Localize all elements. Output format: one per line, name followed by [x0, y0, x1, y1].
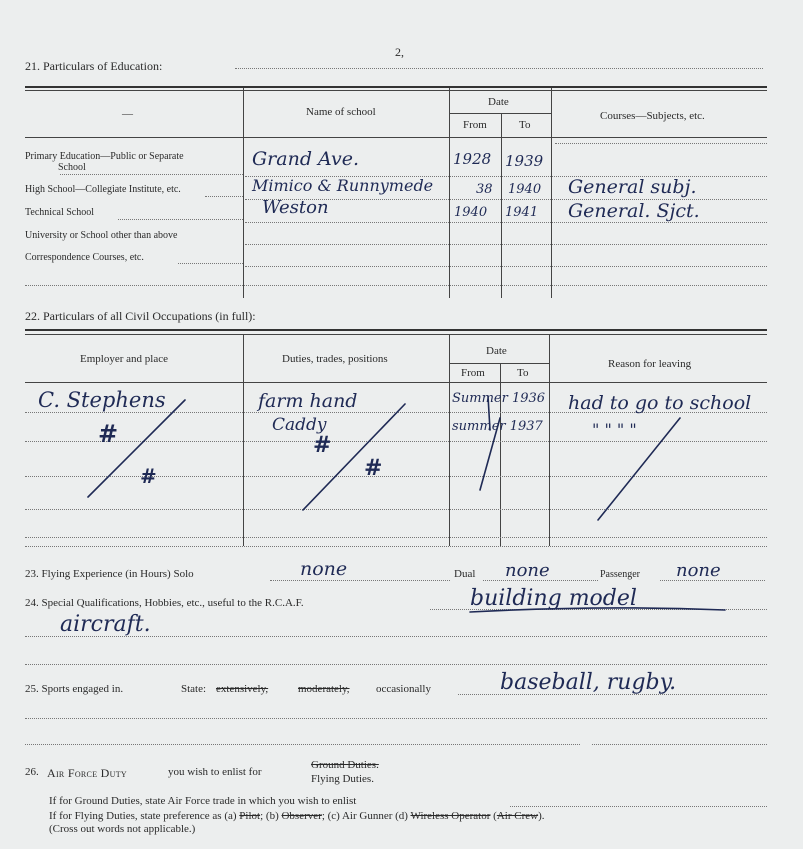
section-23-label: 23. Flying Experience (in Hours) Solo	[25, 568, 194, 580]
duties-entry-1: farm hand	[258, 390, 358, 412]
duties-mark: #	[313, 432, 332, 458]
row-label-primary-2: School	[58, 162, 86, 173]
qual-underline	[470, 608, 725, 612]
section-26-subtitle: you wish to enlist for	[168, 766, 262, 778]
col-header-to: To	[519, 119, 531, 131]
wireless-operator-option: Wireless Operator	[410, 810, 491, 822]
duties-slash	[303, 404, 405, 510]
qualifications-answer-1: building model	[470, 586, 637, 611]
from-high: 38	[476, 182, 493, 197]
section-24-label: 24. Special Qualifications, Hobbies, etc., useful to the R.C.A.F.	[25, 597, 304, 609]
duties-entry-2: Caddy	[272, 415, 327, 435]
reason-entry-1: had to go to school	[568, 392, 752, 414]
option-extensively: extensively,	[216, 683, 269, 695]
flying-pref-c: ; (c) Air Gunner (d)	[321, 810, 408, 822]
employer-mark: #	[98, 419, 119, 448]
row-label-correspondence: Correspondence Courses, etc.	[25, 252, 144, 263]
col-header-school: Name of school	[306, 106, 376, 118]
col-header-date: Date	[488, 96, 509, 108]
solo-hours: none	[300, 558, 348, 580]
cross-out-note: (Cross out words not applicable.)	[49, 823, 196, 835]
section-22-title: 22. Particulars of all Civil Occupations (in full):	[25, 309, 256, 323]
dual-label: Dual	[454, 568, 476, 580]
reason-slash	[598, 418, 680, 520]
dual-hours: none	[505, 560, 550, 581]
employer-slash	[88, 400, 185, 497]
col-header-date: Date	[486, 345, 507, 357]
to-high: 1940	[508, 182, 542, 197]
to-primary: 1939	[505, 152, 544, 170]
school-high: Mimico & Runnymede	[252, 176, 434, 195]
col-header-reason: Reason for leaving	[608, 358, 692, 370]
flying-pref-intro: If for Flying Duties, state preference as (a)	[49, 810, 237, 822]
courses-technical: General. Sjct.	[568, 200, 700, 222]
reason-entry-2: " " " "	[592, 420, 637, 439]
employer-mark-2: #	[140, 464, 157, 488]
sports-answer: baseball, rugby.	[500, 670, 677, 695]
passenger-hours: none	[676, 560, 721, 581]
col-header-to: To	[517, 367, 529, 379]
flying-pref-paren: (	[493, 810, 497, 822]
col-header-courses: Courses—Subjects, etc.	[600, 110, 705, 122]
ground-trade-question: If for Ground Duties, state Air Force trade in which you wish to enlist	[49, 795, 357, 807]
col-header-from: From	[463, 119, 487, 131]
row-label-high: High School—Collegiate Institute, etc.	[25, 184, 181, 195]
flying-pref-end: ).	[538, 810, 545, 822]
section-26-title: Air Force Duty	[47, 766, 127, 780]
courses-high: General subj.	[568, 176, 697, 198]
date-entry-2: summer 1937	[452, 419, 543, 434]
to-technical: 1941	[505, 205, 539, 220]
option-occasionally: occasionally	[376, 683, 431, 695]
employer-entry: C. Stephens	[38, 388, 166, 412]
row-label-technical: Technical School	[25, 207, 94, 218]
observer-option: Observer	[281, 810, 322, 822]
col-header-dash: —	[122, 108, 133, 120]
option-moderately: moderately,	[298, 683, 350, 695]
school-primary: Grand Ave.	[252, 148, 359, 170]
passenger-label: Passenger	[600, 569, 640, 580]
flying-pref-b: ; (b)	[260, 810, 279, 822]
duties-mark-2: #	[364, 455, 383, 481]
flying-duties-option: Flying Duties.	[311, 773, 374, 785]
pilot-option: Pilot	[239, 810, 261, 822]
section-26-number: 26.	[25, 766, 39, 778]
qualifications-answer-2: aircraft.	[60, 612, 151, 637]
col-header-from: From	[461, 367, 485, 379]
state-label: State:	[181, 683, 207, 695]
col-header-employer: Employer and place	[80, 353, 168, 365]
row-label-primary: Primary Education—Public or Separate	[25, 151, 184, 162]
school-technical: Weston	[262, 197, 329, 218]
col-header-duties: Duties, trades, positions	[282, 353, 388, 365]
from-technical: 1940	[454, 205, 488, 220]
from-primary: 1928	[453, 150, 492, 168]
date-entry-1: Summer 1936	[452, 391, 546, 406]
row-label-university: University or School other than above	[25, 230, 178, 241]
date-tick	[488, 396, 490, 430]
ground-duties-option: Ground Duties.	[311, 759, 379, 771]
page-number: 2,	[395, 45, 404, 59]
section-25-label: 25. Sports engaged in.	[25, 683, 124, 695]
section-21-title: 21. Particulars of Education:	[25, 59, 163, 73]
air-crew-option: Air Crew	[496, 810, 539, 822]
